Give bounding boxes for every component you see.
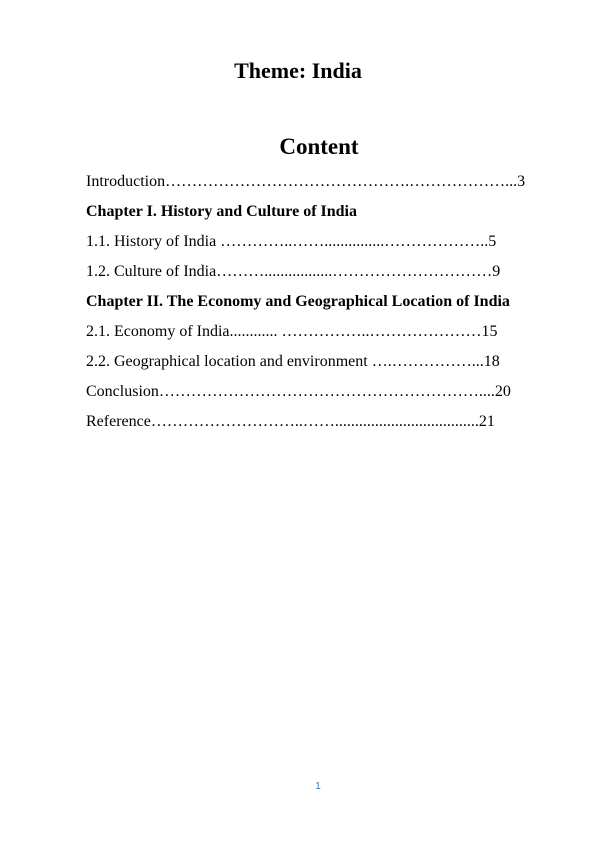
toc-entry-introduction: Introduction……………………………………….………………...3 <box>86 173 526 190</box>
toc-entry-culture-of-india: 1.2. Culture of India……….................…………………………9 <box>86 263 501 280</box>
toc-entry-conclusion: Conclusion……………………………………………………....20 <box>86 383 511 400</box>
toc-chapter-1-heading: Chapter I. History and Culture of India <box>86 203 357 220</box>
toc-entry-history-of-india: 1.1. History of India …………..……...............………………..5 <box>86 233 497 250</box>
toc-entry-economy-of-india: 2.1. Economy of India............ ……………..…………………15 <box>86 323 498 340</box>
contents-heading: Content <box>279 134 359 159</box>
toc-entry-reference: Reference………………………..……....................................21 <box>86 413 495 430</box>
toc-chapter-2-heading: Chapter II. The Economy and Geographical Location of India <box>86 293 510 310</box>
toc-entry-geographical-location: 2.2. Geographical location and environment ….……………...18 <box>86 353 500 370</box>
page-title: Theme: India <box>234 58 362 83</box>
table-of-contents <box>86 170 556 440</box>
page-number: 1 <box>315 781 321 792</box>
